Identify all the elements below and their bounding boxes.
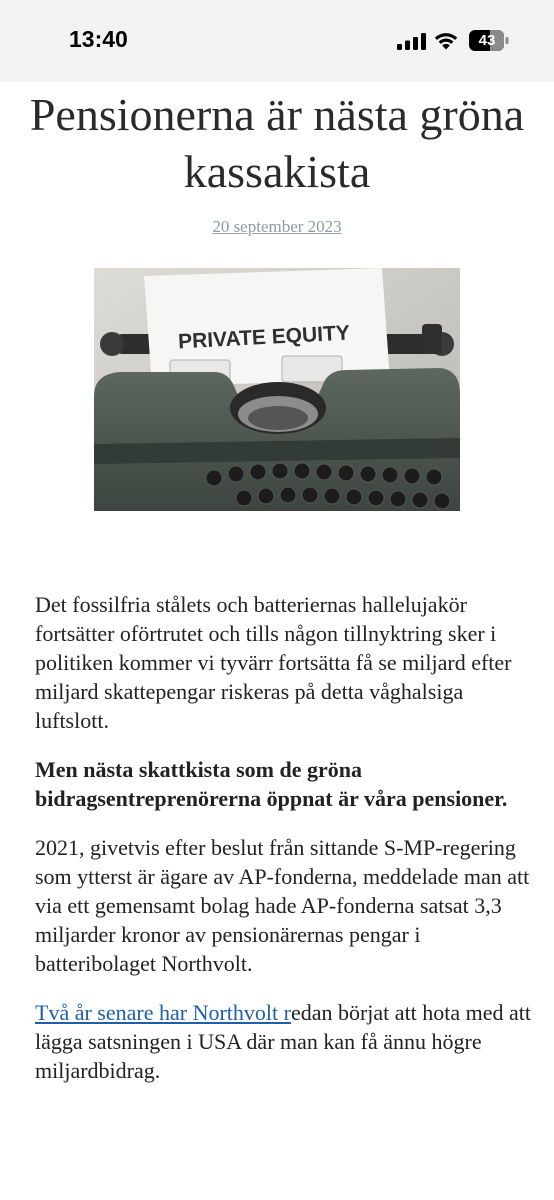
- article-hero-image: [94, 268, 460, 511]
- battery-level: 43: [478, 32, 496, 49]
- wifi-icon: [433, 31, 459, 50]
- signal-icon: [397, 33, 427, 50]
- article-date-link[interactable]: 20 september 2023: [212, 217, 342, 236]
- status-bar: [0, 0, 554, 82]
- paragraph-1: Det fossilfria stålets och batteriernas hallelujakör fortsätter oförtrutet och tills någon tillnyktring sker i politiken kommer vi tyvärr fortsätta få se miljard efter miljard skattepengar riskeras på detta våghalsiga luftslott.: [35, 592, 512, 733]
- paragraph-4-text: edan börjat att hota med att lägga satsningen i USA där man kan få ännu högre miljardbidrag.: [35, 1000, 532, 1083]
- typewriter-illustration: [94, 268, 460, 511]
- paper-text: PRIVATE EQUITY: [177, 321, 351, 354]
- paragraph-2-bold: Men nästa skattkista som de gröna bidragsentreprenörerna öppnat är våra pensioner.: [35, 757, 508, 811]
- paragraph-3: 2021, givetvis efter beslut från sittande S-MP-regering som ytterst är ägare av AP-fonderna, meddelade man att via ett gemensamt bolag hade AP-fonderna satsat 3,3 miljarder kronor av pensionärernas pengar i batteribolaget Northvolt.: [35, 835, 530, 976]
- article-body: [35, 590, 535, 1105]
- paragraph-4: [35, 998, 535, 1085]
- northvolt-link[interactable]: Två år senare har Northvolt r: [35, 1000, 291, 1025]
- article-title: Pensionerna är nästa gröna kassakista: [29, 89, 525, 197]
- status-time: 13:40: [69, 26, 128, 52]
